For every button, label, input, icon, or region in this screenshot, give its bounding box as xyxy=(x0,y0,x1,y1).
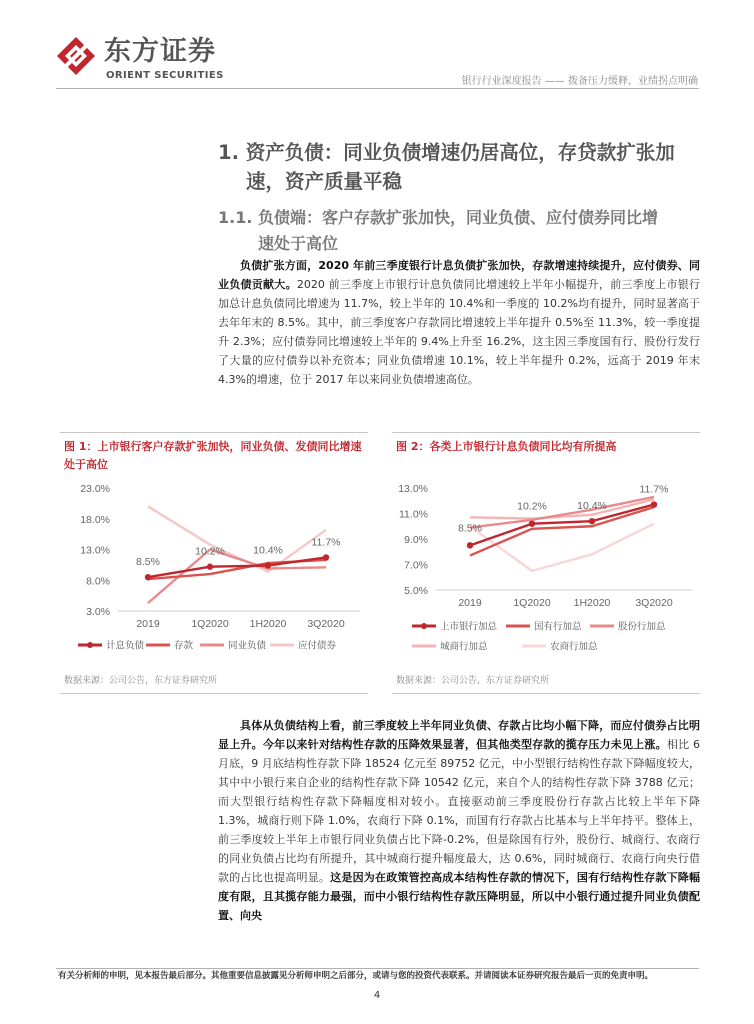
data-point xyxy=(145,574,151,580)
y-tick-label: 7.0% xyxy=(404,559,428,572)
paragraph-liability-expansion xyxy=(218,256,700,389)
figure-2-source: 数据来源：公司公告，东方证券研究所 xyxy=(396,676,550,686)
data-label: 10.4% xyxy=(253,544,283,557)
section-heading-1 xyxy=(218,138,708,196)
paragraph-2-text: 相比 6 月底，9 月底结构性存款下降 18524 亿元至 89752 亿元，中小型银行结构性存款下降幅度较大，其中中小银行来自企业的结构性存款下降 10542 亿元，来自个人的结构性存款下降 3788 亿元；而大型银行结构性存款下降幅度相对较小。直接驱动前三季度股份行存款占比较上半年下降 1.3%，城商行则下降 1.0%，农商行下降 0.1%，而国有行存款占比基本与上半年持平。整体上，前三季度较上半年上市银行同业负债占比下降-0.2%，但是除国有行外，股份行、城商行、农商行的同业负债占比均有所提升，其中城商行提升幅度最大，达 0.6%，同时城商行、农商行向央行借款的占比也提高明显。 xyxy=(218,738,701,884)
legend-label: 城商行加总 xyxy=(440,641,488,653)
header-divider xyxy=(56,88,699,89)
footer-divider xyxy=(56,968,699,969)
series-line-1 xyxy=(148,560,326,579)
x-tick-label: 2019 xyxy=(136,618,160,630)
figure-1-title: 图 1：上市银行客户存款扩张加快，同业负债、发债同比增速处于高位 xyxy=(64,440,362,471)
y-tick-label: 5.0% xyxy=(404,585,428,597)
figure-1-chart xyxy=(60,432,368,672)
data-label: 8.5% xyxy=(458,522,482,535)
paragraph-1-text: 2020 前三季度上市银行计息负债同比增速较上半年小幅提升，前三季度上市银行加总计息负债同比增速为 11.7%，较上半年的 10.4%和一季度的 10.2%均有提升，同时显著高于去年年末的 8.5%。其中，前三季度客户存款同比增速较上半年提升 0.5%至 11.3%，较一季度提升 2.3%；应付债券同比增速较上半年的 9.4%上升至 16.2%，这主因三季度国有行、股份行发行了大量的应付债券以补充资本；同业负债增速 10.1%，较上半年提升 0.2%，远高于 2019 年末 4.3%的增速，位于 2017 年以来同业负债增速高位。 xyxy=(218,278,700,386)
legend-label: 同业负债 xyxy=(228,640,267,652)
figure-2-bottom-rule xyxy=(392,693,700,694)
y-tick-label: 8.0% xyxy=(86,575,110,588)
legend-label: 上市银行加总 xyxy=(440,621,498,633)
x-tick-label: 1Q2020 xyxy=(191,618,229,630)
legend-label: 国有行加总 xyxy=(534,621,582,633)
section-heading-1-line2: 速，资产质量平稳 xyxy=(246,170,403,193)
figure-2-title: 图 2：各类上市银行计息负债同比均有所提高 xyxy=(396,440,617,453)
series-line-4 xyxy=(470,524,654,571)
orient-securities-logo xyxy=(56,36,96,76)
data-label: 8.5% xyxy=(136,556,160,569)
data-point xyxy=(265,562,271,568)
legend-label: 农商行加总 xyxy=(550,641,598,653)
logo-english-name: ORIENT SECURITIES xyxy=(106,70,224,81)
footer-disclaimer: 有关分析师的申明，见本报告最后部分。其他重要信息披露见分析师申明之后部分，或请与您的投资代表联系。并请阅读本证券研究报告最后一页的免责申明。 xyxy=(58,971,654,981)
x-tick-label: 3Q2020 xyxy=(307,618,345,630)
data-point xyxy=(467,542,473,548)
legend-marker xyxy=(421,623,427,629)
data-point xyxy=(529,521,535,527)
section-heading-1-1-line2: 速处于高位 xyxy=(258,234,339,253)
x-tick-label: 1H2020 xyxy=(249,618,287,630)
data-point xyxy=(207,564,213,570)
y-tick-label: 18.0% xyxy=(80,513,110,526)
paragraph-liability-structure xyxy=(218,716,700,925)
figure-2-chart xyxy=(392,432,700,672)
section-heading-1-line1: 1. 资产负债：同业负债增速仍居高位，存贷款扩张加 xyxy=(218,141,675,164)
logo-chinese-name: 东方证券 xyxy=(104,36,216,67)
x-tick-label: 2019 xyxy=(458,597,482,609)
data-label: 10.4% xyxy=(577,500,607,513)
legend-label: 计息负债 xyxy=(106,640,145,652)
legend-label: 存款 xyxy=(174,640,194,652)
paragraph-1-bold: 负债扩张方面，2020 年前三季度银行计息负债扩张加快，存款增速持续提升，应付债券、同业负债贡献大。 xyxy=(218,259,700,291)
y-tick-label: 11.0% xyxy=(399,508,428,521)
x-tick-label: 1H2020 xyxy=(573,597,611,609)
paragraph-2-bold-2: 这是因为在政策管控高成本结构性存款的情况下，国有行结构性存款下降幅度有限，且其揽存能力最强，而中小银行结构性存款压降明显，所以中小银行通过提升同业负债配置、向央 xyxy=(218,871,701,922)
y-tick-label: 3.0% xyxy=(86,606,110,618)
y-tick-label: 9.0% xyxy=(404,534,428,546)
legend-marker xyxy=(87,642,93,648)
y-tick-label: 13.0% xyxy=(398,483,428,495)
section-heading-1-1-line1: 1.1. 负债端：客户存款扩张加快，同业负债、应付债券同比增 xyxy=(218,208,658,227)
y-tick-label: 23.0% xyxy=(80,483,110,495)
report-title-header: 银行行业深度报告 —— 拨备压力缓释，业绩拐点明确 xyxy=(461,76,698,87)
figure-1-source: 数据来源：公司公告，东方证券研究所 xyxy=(64,676,218,686)
x-tick-label: 1Q2020 xyxy=(513,597,551,609)
paragraph-2-bold-1: 具体从负债结构上看，前三季度较上半年同业负债、存款占比均小幅下降，而应付债券占比明显上升。今年以来针对结构性存款的压降效果显著，但其他类型存款的揽存压力未见上涨。 xyxy=(218,719,700,751)
figure-2 xyxy=(392,432,700,694)
figure-1-bottom-rule xyxy=(60,693,368,694)
data-label: 11.7% xyxy=(639,483,669,496)
legend-label: 应付债券 xyxy=(298,640,337,652)
legend-label: 股份行加总 xyxy=(618,621,666,633)
data-point xyxy=(651,501,657,507)
section-heading-1-1 xyxy=(218,205,708,257)
data-point xyxy=(589,518,595,524)
data-label: 10.2% xyxy=(517,500,547,513)
y-tick-label: 13.0% xyxy=(80,544,110,557)
data-label: 11.7% xyxy=(311,536,341,549)
data-point xyxy=(323,554,329,560)
page-number: 4 xyxy=(373,990,381,1001)
x-tick-label: 3Q2020 xyxy=(635,597,673,609)
data-label: 10.2% xyxy=(195,545,225,558)
figure-1 xyxy=(60,432,368,694)
